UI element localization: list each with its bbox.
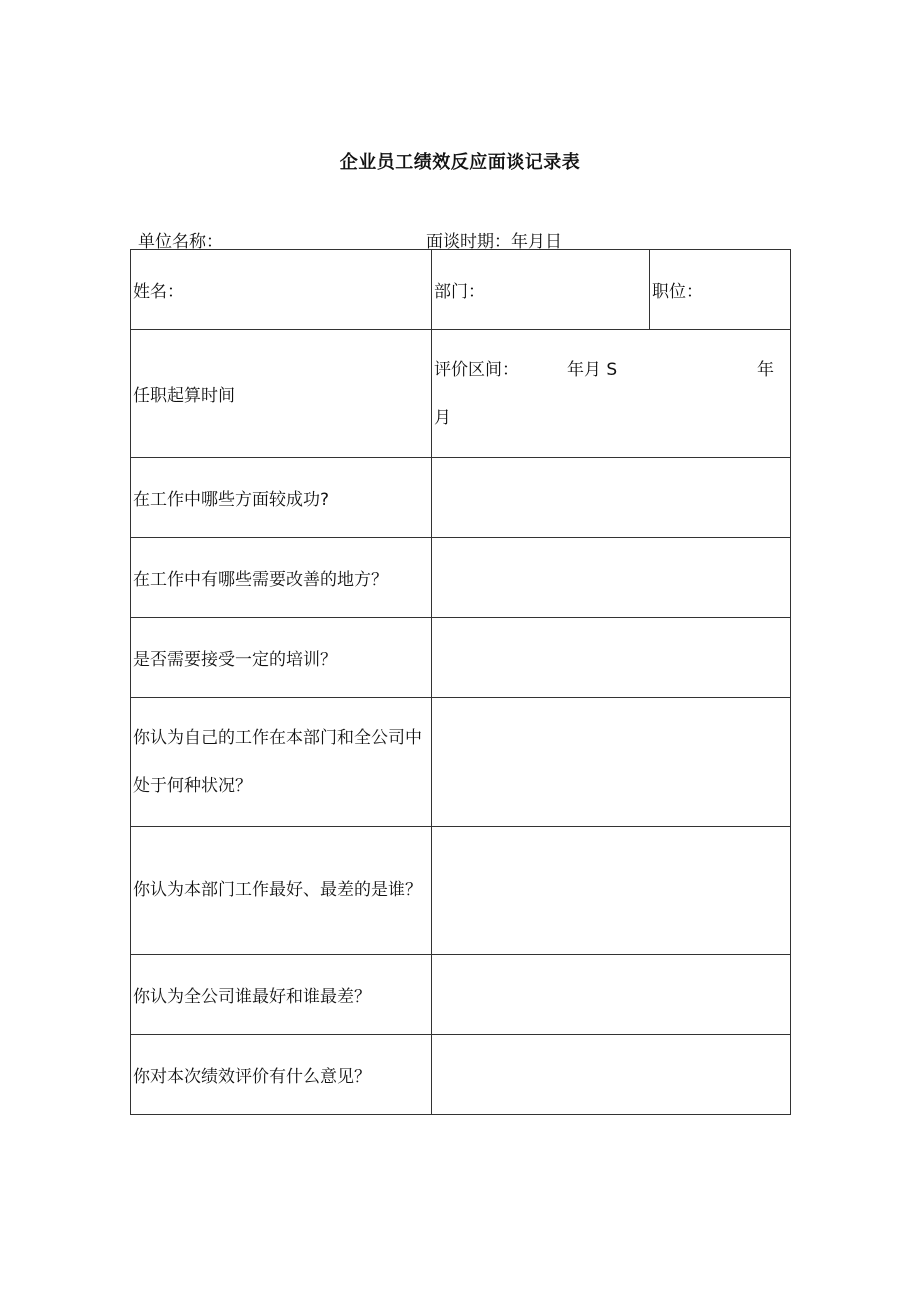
department-label: 部门：	[434, 282, 485, 303]
question-text: 是否需要接受一定的培训？	[133, 650, 337, 671]
eval-period-text	[434, 346, 790, 442]
question-text: 你认为自己的工作在本部门和全公司中处于何种状况？	[133, 728, 422, 797]
answer-cell[interactable]	[432, 826, 791, 954]
answer-cell[interactable]	[432, 618, 791, 698]
answer-cell[interactable]	[432, 698, 791, 826]
name-label: 姓名：	[133, 282, 184, 303]
question-row	[131, 954, 791, 1034]
question-text: 你对本次绩效评价有什么意见？	[133, 1066, 371, 1087]
question-cell	[131, 698, 432, 826]
question-row	[131, 826, 791, 954]
eval-period-start: 年月 S	[567, 359, 618, 380]
question-row	[131, 458, 791, 538]
start-time-cell[interactable]	[131, 330, 432, 458]
question-text: 在工作中哪些方面较成功?	[133, 490, 330, 511]
question-cell	[131, 618, 432, 698]
position-cell[interactable]	[650, 250, 791, 330]
answer-cell[interactable]	[432, 538, 791, 618]
eval-period-end-month: 月	[434, 407, 451, 428]
department-cell[interactable]	[432, 250, 650, 330]
position-label: 职位：	[652, 282, 703, 303]
answer-cell[interactable]	[432, 458, 791, 538]
interview-date-label: 面谈时期：年月日	[426, 232, 562, 252]
question-row	[131, 538, 791, 618]
question-text: 你认为本部门工作最好、最差的是谁？	[133, 880, 422, 901]
eval-period-label: 评价区间：	[434, 359, 519, 380]
question-cell	[131, 458, 432, 538]
question-cell	[131, 954, 432, 1034]
interview-record-table	[130, 249, 791, 1115]
eval-period-cell[interactable]	[432, 330, 791, 458]
question-cell	[131, 1034, 432, 1114]
answer-cell[interactable]	[432, 1034, 791, 1114]
question-text: 你认为全公司谁最好和谁最差？	[133, 986, 371, 1007]
page-title: 企业员工绩效反应面谈记录表	[339, 152, 581, 173]
question-row	[131, 698, 791, 826]
question-cell	[131, 538, 432, 618]
name-cell[interactable]	[131, 250, 432, 330]
eval-period-end-year: 年	[757, 359, 774, 380]
question-text: 在工作中有哪些需要改善的地方？	[133, 570, 388, 591]
header-row	[131, 250, 791, 330]
question-row	[131, 618, 791, 698]
unit-name-label: 单位名称：	[138, 232, 223, 252]
period-row	[131, 330, 791, 458]
question-row	[131, 1034, 791, 1114]
start-time-label: 任职起算时间	[133, 386, 235, 407]
question-cell	[131, 826, 432, 954]
answer-cell[interactable]	[432, 954, 791, 1034]
